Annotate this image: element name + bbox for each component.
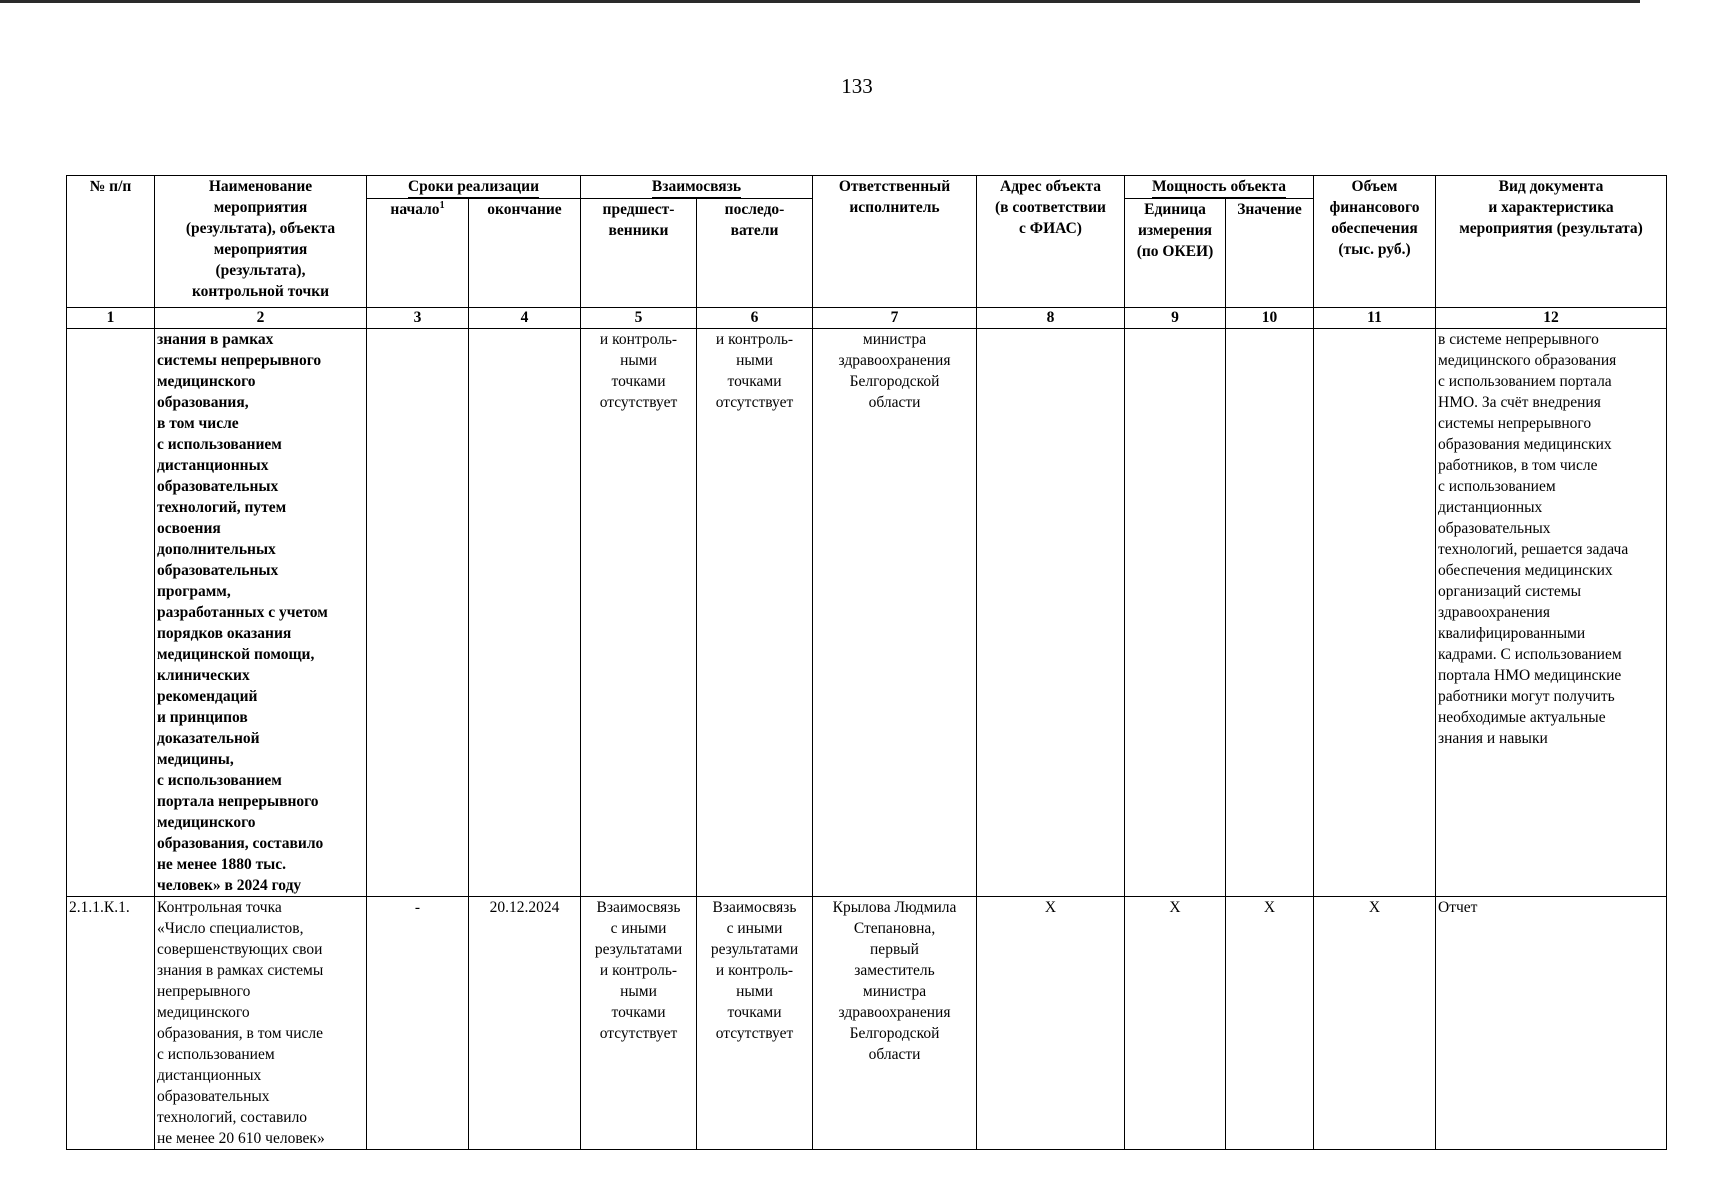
row-responsible: министра здравоохранения Белгородской области [813, 329, 977, 897]
activities-table [66, 175, 1667, 1150]
column-number: 9 [1125, 308, 1226, 329]
header-end: окончание [469, 199, 581, 308]
row-end [469, 329, 581, 897]
row-finance [1314, 329, 1436, 897]
header-start [367, 199, 469, 308]
header-power [1125, 176, 1314, 199]
header-link-label: Взаимосвязь [652, 176, 741, 198]
header-start-label: начало [390, 201, 440, 218]
row-name: знания в рамках системы непрерывного медицинского образования, в том числе с использованием дистанционных образовательных технологий, путем освоения дополнительных образовательных программ, разработанных с учетом порядков оказания медицинской помощи, клинических рекомендаций и принципов доказательной медицины, с использованием портала непрерывного медицинского образования, составило не менее 1880 тыс. человек» в 2024 году [155, 329, 367, 897]
column-number: 5 [581, 308, 697, 329]
row-value [1226, 329, 1314, 897]
row-doc: Отчет [1436, 897, 1667, 1150]
row-successors: Взаимосвязь с иными результатами и контроль- ными точками отсутствует [697, 897, 813, 1150]
column-number: 1 [67, 308, 155, 329]
header-unit: Единица измерения (по ОКЕИ) [1125, 199, 1226, 308]
column-number: 2 [155, 308, 367, 329]
column-number: 11 [1314, 308, 1436, 329]
header-value: Значение [1226, 199, 1314, 308]
row-value: Х [1226, 897, 1314, 1150]
table-row [67, 329, 1667, 897]
row-doc: в системе непрерывного медицинского образования с использованием портала НМО. За счёт внедрения системы непрерывного образования медицинских работников, в том числе с использованием дистанционных образовательных технологий, решается задача обеспечения медицинских организаций системы здравоохранения квалифицированными кадрами. С использованием портала НМО медицинские работники могут получить необходимые актуальные знания и навыки [1436, 329, 1667, 897]
row-unit [1125, 329, 1226, 897]
header-row-1 [67, 176, 1667, 199]
header-finance: Объем финансового обеспечения (тыс. руб.) [1314, 176, 1436, 308]
row-address: Х [977, 897, 1125, 1150]
row-successors: и контроль- ными точками отсутствует [697, 329, 813, 897]
column-number: 10 [1226, 308, 1314, 329]
column-number: 4 [469, 308, 581, 329]
top-scan-edge [0, 0, 1640, 3]
column-number: 7 [813, 308, 977, 329]
header-doctype: Вид документа и характеристика мероприятия (результата) [1436, 176, 1667, 308]
column-number: 6 [697, 308, 813, 329]
column-number: 3 [367, 308, 469, 329]
row-responsible: Крылова Людмила Степановна, первый заместитель министра здравоохранения Белгородской области [813, 897, 977, 1150]
column-number-row [67, 308, 1667, 329]
header-pred: предшест- венники [581, 199, 697, 308]
row-address [977, 329, 1125, 897]
row-num [67, 329, 155, 897]
row-start [367, 329, 469, 897]
column-number: 8 [977, 308, 1125, 329]
header-terms-label: Сроки реализации [408, 176, 539, 198]
page-number: 133 [841, 74, 873, 98]
row-predecessors: и контроль- ными точками отсутствует [581, 329, 697, 897]
footnote-mark: 1 [439, 199, 445, 211]
header-power-label: Мощность объекта [1152, 176, 1286, 198]
table-row [67, 897, 1667, 1150]
row-start: - [367, 897, 469, 1150]
row-num: 2.1.1.К.1. [67, 897, 155, 1150]
row-predecessors: Взаимосвязь с иными результатами и контроль- ными точками отсутствует [581, 897, 697, 1150]
row-finance: Х [1314, 897, 1436, 1150]
header-num: № п/п [67, 176, 155, 308]
header-name: Наименование мероприятия (результата), объекта мероприятия (результата), контрольной точки [155, 176, 367, 308]
header-succ: последо- ватели [697, 199, 813, 308]
header-terms [367, 176, 581, 199]
header-responsible: Ответственный исполнитель [813, 176, 977, 308]
row-name: Контрольная точка «Число специалистов, совершенствующих свои знания в рамках системы непрерывного медицинского образования, в том числе с использованием дистанционных образовательных технологий, составило не менее 20 610 человек» [155, 897, 367, 1150]
column-number: 12 [1436, 308, 1667, 329]
row-end: 20.12.2024 [469, 897, 581, 1150]
row-unit: Х [1125, 897, 1226, 1150]
header-link [581, 176, 813, 199]
header-address: Адрес объекта (в соответствии с ФИАС) [977, 176, 1125, 308]
